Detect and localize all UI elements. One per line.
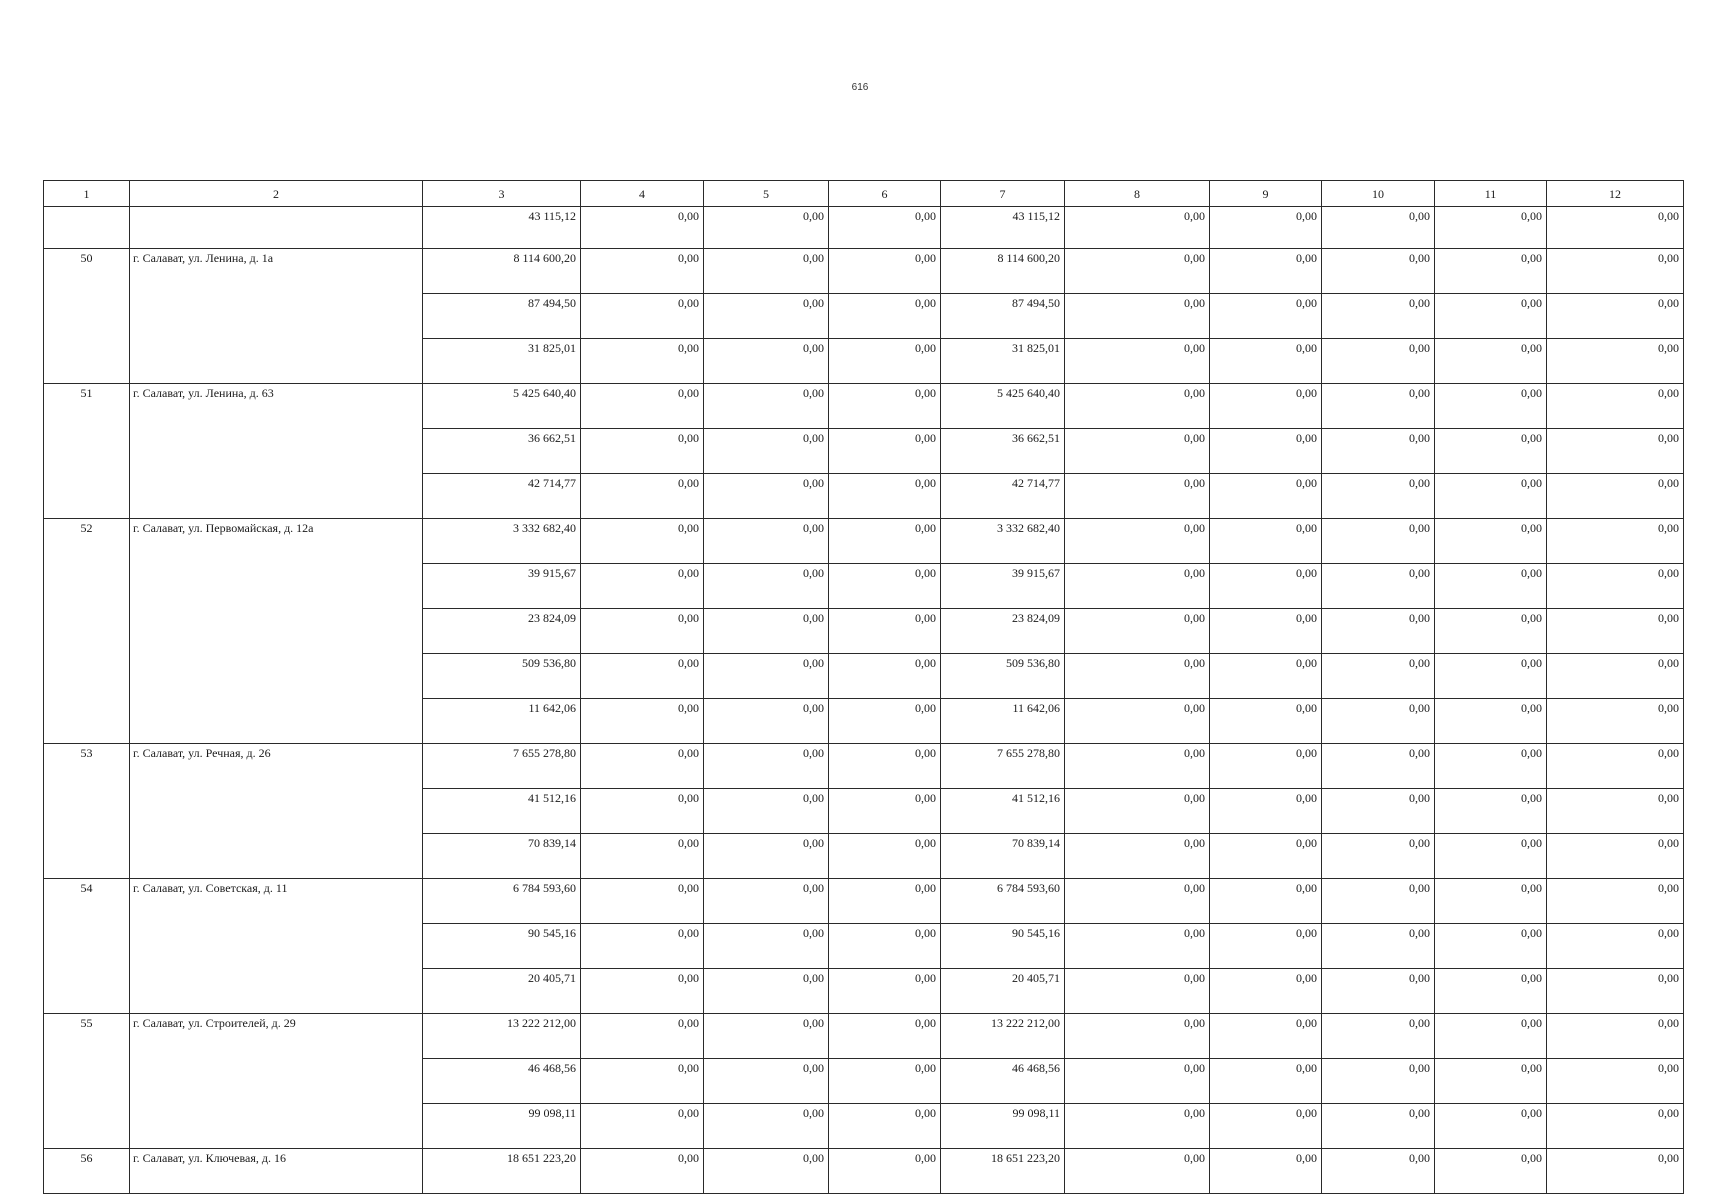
value-cell: 0,00: [704, 1149, 829, 1194]
value-cell: 0,00: [1065, 879, 1210, 924]
row-number-cell: [44, 207, 130, 249]
value-cell: 0,00: [1435, 879, 1547, 924]
value-cell: 0,00: [1322, 249, 1435, 294]
value-cell: 0,00: [704, 744, 829, 789]
data-table: [43, 180, 1684, 1194]
value-cell: 0,00: [1210, 519, 1322, 564]
value-cell: 0,00: [1435, 294, 1547, 339]
value-cell: 0,00: [704, 609, 829, 654]
value-cell: 0,00: [1322, 519, 1435, 564]
value-cell: 0,00: [829, 429, 941, 474]
value-cell: 0,00: [704, 1014, 829, 1059]
value-cell: 0,00: [581, 1014, 704, 1059]
table-body: [44, 207, 1684, 1194]
value-cell: 0,00: [581, 744, 704, 789]
value-cell: 0,00: [704, 519, 829, 564]
value-cell: 0,00: [581, 834, 704, 879]
value-cell: 0,00: [1547, 564, 1684, 609]
value-cell: 0,00: [1065, 249, 1210, 294]
value-cell: 0,00: [1435, 699, 1547, 744]
value-cell: 0,00: [1322, 1014, 1435, 1059]
table-row: [44, 1149, 1684, 1194]
value-cell: 0,00: [1322, 207, 1435, 249]
value-cell: 20 405,71: [423, 969, 581, 1014]
value-cell: 0,00: [1322, 384, 1435, 429]
value-cell: 0,00: [1547, 207, 1684, 249]
column-header: 10: [1322, 181, 1435, 207]
value-cell: 36 662,51: [941, 429, 1065, 474]
value-cell: 0,00: [704, 384, 829, 429]
value-cell: 0,00: [581, 699, 704, 744]
column-header: 6: [829, 181, 941, 207]
value-cell: 0,00: [704, 924, 829, 969]
value-cell: 0,00: [1547, 519, 1684, 564]
value-cell: 0,00: [1547, 969, 1684, 1014]
value-cell: 0,00: [704, 294, 829, 339]
value-cell: 0,00: [704, 834, 829, 879]
value-cell: 509 536,80: [941, 654, 1065, 699]
value-cell: 0,00: [581, 1149, 704, 1194]
value-cell: 0,00: [829, 969, 941, 1014]
address-cell: г. Салават, ул. Первомайская, д. 12а: [130, 519, 423, 744]
value-cell: 7 655 278,80: [423, 744, 581, 789]
value-cell: 87 494,50: [941, 294, 1065, 339]
value-cell: 0,00: [1322, 1104, 1435, 1149]
carry-over-row: [44, 207, 1684, 249]
column-header: 4: [581, 181, 704, 207]
value-cell: 0,00: [1435, 384, 1547, 429]
value-cell: 0,00: [829, 1149, 941, 1194]
value-cell: 0,00: [1065, 834, 1210, 879]
value-cell: 0,00: [1435, 969, 1547, 1014]
value-cell: 0,00: [1210, 834, 1322, 879]
address-cell: г. Салават, ул. Ленина, д. 63: [130, 384, 423, 519]
value-cell: 0,00: [1547, 924, 1684, 969]
column-header: 2: [130, 181, 423, 207]
value-cell: 0,00: [1210, 1104, 1322, 1149]
value-cell: 0,00: [1435, 1149, 1547, 1194]
value-cell: 0,00: [581, 519, 704, 564]
value-cell: 0,00: [1322, 1059, 1435, 1104]
row-number-cell: 51: [44, 384, 130, 519]
table-row: [44, 384, 1684, 429]
value-cell: 0,00: [1322, 744, 1435, 789]
value-cell: 31 825,01: [941, 339, 1065, 384]
value-cell: 0,00: [1210, 564, 1322, 609]
value-cell: 0,00: [1547, 384, 1684, 429]
value-cell: 0,00: [1435, 744, 1547, 789]
value-cell: 0,00: [1210, 1059, 1322, 1104]
value-cell: 0,00: [1435, 207, 1547, 249]
value-cell: 0,00: [581, 1059, 704, 1104]
value-cell: 8 114 600,20: [941, 249, 1065, 294]
value-cell: 0,00: [1210, 1014, 1322, 1059]
value-cell: 0,00: [704, 1059, 829, 1104]
value-cell: 0,00: [1435, 609, 1547, 654]
value-cell: 0,00: [829, 654, 941, 699]
value-cell: 11 642,06: [941, 699, 1065, 744]
value-cell: 0,00: [1210, 474, 1322, 519]
value-cell: 0,00: [581, 789, 704, 834]
value-cell: 87 494,50: [423, 294, 581, 339]
value-cell: 5 425 640,40: [941, 384, 1065, 429]
value-cell: 0,00: [1547, 1014, 1684, 1059]
value-cell: 0,00: [1547, 474, 1684, 519]
column-header: 9: [1210, 181, 1322, 207]
value-cell: 0,00: [1210, 249, 1322, 294]
value-cell: 0,00: [704, 1104, 829, 1149]
value-cell: 0,00: [1210, 384, 1322, 429]
value-cell: 0,00: [704, 654, 829, 699]
value-cell: 0,00: [829, 1014, 941, 1059]
value-cell: 0,00: [1065, 429, 1210, 474]
value-cell: 0,00: [581, 474, 704, 519]
value-cell: 5 425 640,40: [423, 384, 581, 429]
address-cell: г. Салават, ул. Ключевая, д. 16: [130, 1149, 423, 1194]
value-cell: 0,00: [829, 924, 941, 969]
document-sheet: [43, 180, 1683, 1165]
value-cell: 0,00: [581, 294, 704, 339]
value-cell: 0,00: [704, 699, 829, 744]
value-cell: 39 915,67: [423, 564, 581, 609]
table-row: [44, 879, 1684, 924]
value-cell: 0,00: [581, 207, 704, 249]
value-cell: 46 468,56: [941, 1059, 1065, 1104]
table-row: [44, 249, 1684, 294]
value-cell: 0,00: [1065, 1014, 1210, 1059]
address-cell: г. Салават, ул. Ленина, д. 1а: [130, 249, 423, 384]
value-cell: 0,00: [704, 207, 829, 249]
value-cell: 0,00: [1435, 1104, 1547, 1149]
value-cell: 0,00: [1547, 249, 1684, 294]
value-cell: 0,00: [1210, 879, 1322, 924]
value-cell: 0,00: [1322, 474, 1435, 519]
value-cell: 90 545,16: [423, 924, 581, 969]
value-cell: 0,00: [1435, 1014, 1547, 1059]
value-cell: 0,00: [1065, 384, 1210, 429]
value-cell: 41 512,16: [941, 789, 1065, 834]
value-cell: 0,00: [704, 564, 829, 609]
value-cell: 0,00: [1547, 1059, 1684, 1104]
value-cell: 0,00: [1322, 429, 1435, 474]
value-cell: 99 098,11: [941, 1104, 1065, 1149]
value-cell: 0,00: [1547, 654, 1684, 699]
value-cell: 6 784 593,60: [423, 879, 581, 924]
value-cell: 0,00: [1065, 519, 1210, 564]
value-cell: 0,00: [704, 879, 829, 924]
value-cell: 0,00: [1065, 654, 1210, 699]
value-cell: 0,00: [1322, 789, 1435, 834]
value-cell: 99 098,11: [423, 1104, 581, 1149]
value-cell: 7 655 278,80: [941, 744, 1065, 789]
value-cell: 90 545,16: [941, 924, 1065, 969]
value-cell: 0,00: [704, 339, 829, 384]
value-cell: 0,00: [1065, 1104, 1210, 1149]
value-cell: 0,00: [1210, 744, 1322, 789]
value-cell: 0,00: [1322, 699, 1435, 744]
value-cell: 0,00: [1547, 744, 1684, 789]
value-cell: 0,00: [1210, 699, 1322, 744]
value-cell: 0,00: [829, 474, 941, 519]
value-cell: 0,00: [1065, 924, 1210, 969]
value-cell: 0,00: [1322, 1149, 1435, 1194]
value-cell: 0,00: [829, 207, 941, 249]
value-cell: 0,00: [1065, 609, 1210, 654]
value-cell: 0,00: [704, 969, 829, 1014]
value-cell: 0,00: [1210, 609, 1322, 654]
row-number-cell: 53: [44, 744, 130, 879]
value-cell: 0,00: [1547, 1104, 1684, 1149]
value-cell: 0,00: [1547, 429, 1684, 474]
value-cell: 0,00: [829, 294, 941, 339]
value-cell: 0,00: [704, 474, 829, 519]
value-cell: 0,00: [1210, 294, 1322, 339]
value-cell: 0,00: [1210, 924, 1322, 969]
value-cell: 13 222 212,00: [941, 1014, 1065, 1059]
value-cell: 0,00: [704, 429, 829, 474]
value-cell: 23 824,09: [941, 609, 1065, 654]
value-cell: 0,00: [829, 699, 941, 744]
table-row: [44, 1014, 1684, 1059]
value-cell: 36 662,51: [423, 429, 581, 474]
value-cell: 0,00: [1322, 834, 1435, 879]
value-cell: 0,00: [1435, 924, 1547, 969]
value-cell: 13 222 212,00: [423, 1014, 581, 1059]
value-cell: 43 115,12: [423, 207, 581, 249]
value-cell: 0,00: [1435, 519, 1547, 564]
value-cell: 0,00: [581, 609, 704, 654]
value-cell: 509 536,80: [423, 654, 581, 699]
value-cell: 0,00: [829, 744, 941, 789]
value-cell: 0,00: [1435, 834, 1547, 879]
address-cell: [130, 207, 423, 249]
column-header: 5: [704, 181, 829, 207]
column-header: 8: [1065, 181, 1210, 207]
row-number-cell: 50: [44, 249, 130, 384]
value-cell: 0,00: [1435, 474, 1547, 519]
value-cell: 0,00: [1322, 924, 1435, 969]
value-cell: 0,00: [1210, 429, 1322, 474]
value-cell: 0,00: [1547, 1149, 1684, 1194]
value-cell: 3 332 682,40: [423, 519, 581, 564]
value-cell: 3 332 682,40: [941, 519, 1065, 564]
value-cell: 0,00: [581, 879, 704, 924]
value-cell: 0,00: [1322, 654, 1435, 699]
value-cell: 18 651 223,20: [941, 1149, 1065, 1194]
value-cell: 0,00: [1547, 339, 1684, 384]
value-cell: 0,00: [1322, 294, 1435, 339]
value-cell: 18 651 223,20: [423, 1149, 581, 1194]
value-cell: 0,00: [581, 429, 704, 474]
value-cell: 0,00: [829, 519, 941, 564]
column-header: 11: [1435, 181, 1547, 207]
value-cell: 0,00: [1210, 789, 1322, 834]
value-cell: 39 915,67: [941, 564, 1065, 609]
value-cell: 0,00: [581, 339, 704, 384]
column-header: 7: [941, 181, 1065, 207]
value-cell: 0,00: [704, 249, 829, 294]
value-cell: 0,00: [1435, 429, 1547, 474]
column-header: 12: [1547, 181, 1684, 207]
column-number-row: [44, 181, 1684, 207]
value-cell: 0,00: [1547, 834, 1684, 879]
value-cell: 0,00: [1322, 969, 1435, 1014]
value-cell: 0,00: [829, 609, 941, 654]
value-cell: 0,00: [704, 789, 829, 834]
value-cell: 0,00: [1210, 207, 1322, 249]
table-row: [44, 744, 1684, 789]
value-cell: 0,00: [1065, 1149, 1210, 1194]
value-cell: 0,00: [1435, 339, 1547, 384]
value-cell: 0,00: [829, 339, 941, 384]
value-cell: 0,00: [581, 654, 704, 699]
value-cell: 70 839,14: [423, 834, 581, 879]
value-cell: 42 714,77: [941, 474, 1065, 519]
value-cell: 0,00: [1322, 879, 1435, 924]
value-cell: 0,00: [1065, 294, 1210, 339]
value-cell: 0,00: [1547, 609, 1684, 654]
value-cell: 0,00: [829, 564, 941, 609]
value-cell: 0,00: [581, 384, 704, 429]
value-cell: 20 405,71: [941, 969, 1065, 1014]
value-cell: 0,00: [829, 384, 941, 429]
value-cell: 0,00: [1547, 699, 1684, 744]
value-cell: 0,00: [1435, 1059, 1547, 1104]
value-cell: 0,00: [1065, 699, 1210, 744]
value-cell: 0,00: [1547, 789, 1684, 834]
value-cell: 0,00: [1065, 474, 1210, 519]
value-cell: 0,00: [1065, 1059, 1210, 1104]
value-cell: 0,00: [1547, 294, 1684, 339]
row-number-cell: 54: [44, 879, 130, 1014]
value-cell: 70 839,14: [941, 834, 1065, 879]
value-cell: 23 824,09: [423, 609, 581, 654]
value-cell: 0,00: [581, 564, 704, 609]
value-cell: 0,00: [1210, 969, 1322, 1014]
value-cell: 0,00: [1547, 879, 1684, 924]
value-cell: 0,00: [829, 834, 941, 879]
value-cell: 0,00: [829, 879, 941, 924]
value-cell: 46 468,56: [423, 1059, 581, 1104]
row-number-cell: 56: [44, 1149, 130, 1194]
row-number-cell: 52: [44, 519, 130, 744]
value-cell: 0,00: [1435, 654, 1547, 699]
page-number: 616: [851, 82, 869, 93]
address-cell: г. Салават, ул. Строителей, д. 29: [130, 1014, 423, 1149]
value-cell: 0,00: [829, 249, 941, 294]
value-cell: 0,00: [829, 1104, 941, 1149]
value-cell: 0,00: [1065, 207, 1210, 249]
value-cell: 0,00: [1065, 564, 1210, 609]
value-cell: 0,00: [829, 789, 941, 834]
value-cell: 0,00: [1435, 564, 1547, 609]
address-cell: г. Салават, ул. Речная, д. 26: [130, 744, 423, 879]
value-cell: 0,00: [1065, 744, 1210, 789]
value-cell: 42 714,77: [423, 474, 581, 519]
value-cell: 0,00: [1322, 609, 1435, 654]
value-cell: 43 115,12: [941, 207, 1065, 249]
value-cell: 0,00: [1065, 339, 1210, 384]
value-cell: 0,00: [1065, 789, 1210, 834]
value-cell: 0,00: [1435, 249, 1547, 294]
value-cell: 0,00: [1210, 339, 1322, 384]
value-cell: 8 114 600,20: [423, 249, 581, 294]
value-cell: 0,00: [1065, 969, 1210, 1014]
value-cell: 11 642,06: [423, 699, 581, 744]
value-cell: 0,00: [581, 924, 704, 969]
value-cell: 0,00: [1322, 339, 1435, 384]
value-cell: 6 784 593,60: [941, 879, 1065, 924]
value-cell: 0,00: [1435, 789, 1547, 834]
value-cell: 0,00: [1210, 1149, 1322, 1194]
table-row: [44, 519, 1684, 564]
value-cell: 0,00: [1322, 564, 1435, 609]
value-cell: 41 512,16: [423, 789, 581, 834]
value-cell: 0,00: [581, 1104, 704, 1149]
address-cell: г. Салават, ул. Советская, д. 11: [130, 879, 423, 1014]
value-cell: 0,00: [581, 969, 704, 1014]
value-cell: 31 825,01: [423, 339, 581, 384]
row-number-cell: 55: [44, 1014, 130, 1149]
value-cell: 0,00: [1210, 654, 1322, 699]
value-cell: 0,00: [829, 1059, 941, 1104]
column-header: 3: [423, 181, 581, 207]
column-header: 1: [44, 181, 130, 207]
value-cell: 0,00: [581, 249, 704, 294]
